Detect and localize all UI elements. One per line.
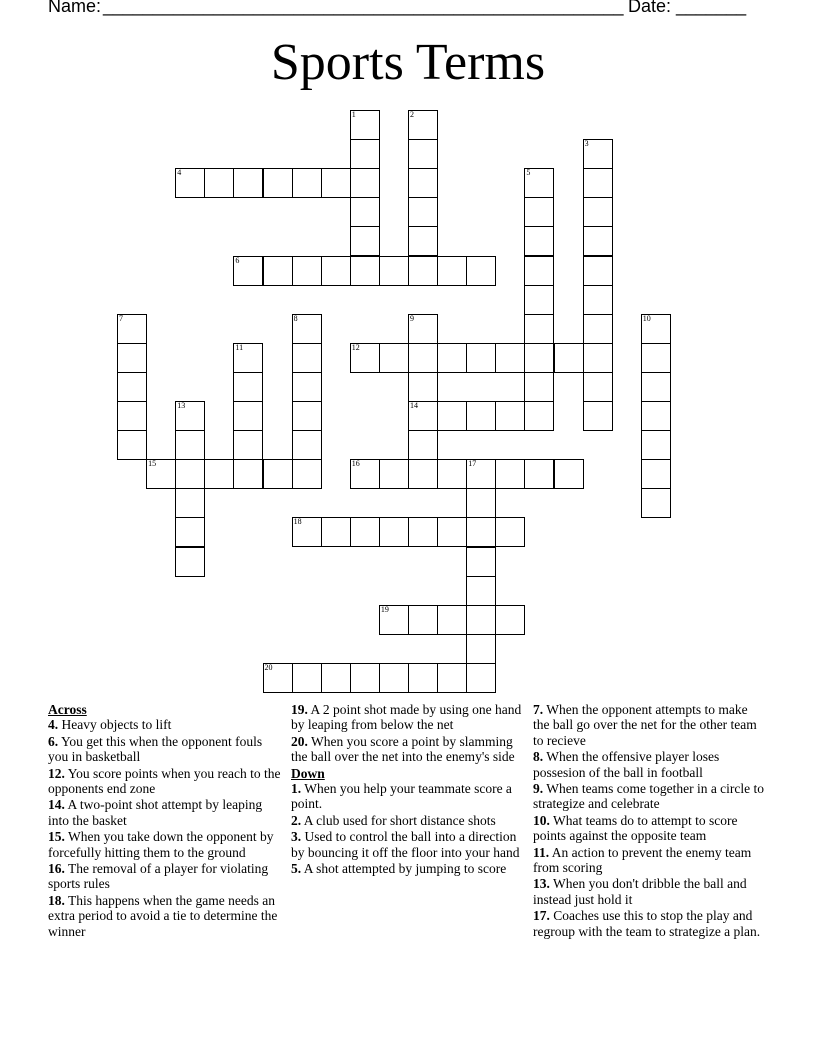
down-clue bbox=[533, 908, 767, 939]
clue-text: A 2 point shot made by using one hand by leaping from below the net bbox=[291, 702, 522, 733]
grid-cell[interactable] bbox=[117, 372, 147, 402]
grid-cell[interactable] bbox=[292, 256, 322, 286]
grid-cell[interactable] bbox=[408, 197, 438, 227]
across-clue-list bbox=[48, 717, 282, 939]
grid-cell[interactable] bbox=[292, 314, 322, 344]
grid-cell[interactable] bbox=[204, 168, 234, 198]
grid-cell[interactable] bbox=[437, 256, 467, 286]
grid-cell[interactable] bbox=[233, 372, 263, 402]
down-clue-list-continued bbox=[533, 702, 767, 939]
clue-text: An action to prevent the enemy team from scoring bbox=[533, 844, 752, 876]
grid-cell[interactable] bbox=[466, 343, 496, 373]
grid-cell[interactable] bbox=[321, 256, 351, 286]
clue-num: 5. bbox=[291, 861, 302, 877]
grid-cell[interactable] bbox=[117, 343, 147, 373]
date-label[interactable]: Date: _______ bbox=[628, 0, 747, 16]
clue-text: The removal of a player for violating sports rules bbox=[48, 861, 269, 892]
clue-num: 6. bbox=[48, 733, 59, 749]
grid-cell[interactable] bbox=[466, 663, 496, 693]
grid-cell[interactable] bbox=[408, 226, 438, 256]
grid-cell[interactable] bbox=[379, 517, 409, 547]
grid-cell[interactable] bbox=[175, 430, 205, 460]
grid-cell[interactable] bbox=[437, 605, 467, 635]
clue-num: 19. bbox=[291, 702, 308, 717]
grid-cell[interactable] bbox=[350, 459, 380, 489]
down-clue bbox=[533, 702, 767, 748]
grid-cell[interactable] bbox=[641, 459, 671, 489]
clue-num: 17. bbox=[533, 908, 550, 924]
grid-cell[interactable] bbox=[583, 372, 613, 402]
clue-number: 20 bbox=[264, 662, 273, 672]
clue-num: 15. bbox=[48, 829, 65, 845]
clue-number: 17 bbox=[468, 459, 477, 469]
clue-text: Heavy objects to lift bbox=[58, 717, 172, 733]
grid-cell[interactable] bbox=[350, 110, 380, 140]
clue-number: 9 bbox=[410, 313, 414, 323]
clue-number: 18 bbox=[293, 517, 302, 527]
grid-cell[interactable] bbox=[379, 605, 409, 635]
grid-cell[interactable] bbox=[641, 488, 671, 518]
clue-number: 19 bbox=[380, 604, 389, 614]
grid-cell[interactable] bbox=[466, 576, 496, 606]
grid-cell[interactable] bbox=[350, 256, 380, 286]
grid-cell[interactable] bbox=[292, 168, 322, 198]
grid-cell[interactable] bbox=[350, 343, 380, 373]
clue-number: 16 bbox=[351, 459, 360, 469]
grid-cell[interactable] bbox=[350, 517, 380, 547]
across-clue bbox=[48, 734, 282, 765]
grid-cell[interactable] bbox=[408, 401, 438, 431]
grid-cell[interactable] bbox=[495, 605, 525, 635]
grid-cell[interactable] bbox=[292, 430, 322, 460]
grid-cell[interactable] bbox=[292, 663, 322, 693]
clue-num: 13. bbox=[533, 876, 550, 892]
grid-cell[interactable] bbox=[204, 459, 234, 489]
grid-cell[interactable] bbox=[263, 663, 293, 693]
across-clue bbox=[48, 766, 282, 797]
down-clue bbox=[533, 749, 767, 780]
clues-column-2 bbox=[291, 702, 525, 877]
grid-cell[interactable] bbox=[321, 517, 351, 547]
across-clue bbox=[48, 893, 282, 939]
clue-num: 9. bbox=[533, 781, 544, 797]
grid-cell[interactable] bbox=[641, 314, 671, 344]
grid-cell[interactable] bbox=[292, 401, 322, 431]
grid-cell[interactable] bbox=[408, 110, 438, 140]
clue-number: 7 bbox=[119, 313, 123, 323]
clue-number: 10 bbox=[642, 313, 651, 323]
grid-cell[interactable] bbox=[408, 314, 438, 344]
grid-cell[interactable] bbox=[495, 401, 525, 431]
clue-num: 2. bbox=[291, 812, 302, 828]
clue-num: 4. bbox=[48, 717, 59, 733]
grid-cell[interactable] bbox=[583, 285, 613, 315]
grid-cell[interactable] bbox=[117, 314, 147, 344]
grid-cell[interactable] bbox=[524, 459, 554, 489]
grid-cell[interactable] bbox=[437, 343, 467, 373]
down-clue bbox=[291, 829, 525, 860]
grid-cell[interactable] bbox=[583, 314, 613, 344]
grid-cell[interactable] bbox=[437, 663, 467, 693]
down-heading: Down bbox=[291, 765, 325, 781]
clue-number: 6 bbox=[235, 255, 240, 265]
across-clue bbox=[291, 702, 525, 733]
down-clue-list bbox=[291, 781, 525, 876]
grid-cell[interactable] bbox=[408, 459, 438, 489]
across-clue bbox=[48, 829, 282, 860]
grid-cell[interactable] bbox=[524, 197, 554, 227]
grid-cell[interactable] bbox=[437, 517, 467, 547]
grid-cell[interactable] bbox=[321, 663, 351, 693]
clue-text: A two-point shot attempt by leaping into the basket bbox=[48, 797, 263, 828]
grid-cell[interactable] bbox=[641, 401, 671, 431]
grid-cell[interactable] bbox=[379, 459, 409, 489]
clues-column-3 bbox=[533, 702, 767, 940]
grid-cell[interactable] bbox=[437, 401, 467, 431]
grid-cell[interactable] bbox=[408, 372, 438, 402]
clue-text: Coaches use this to stop the play and regroup with the team to strategize a plan. bbox=[533, 908, 761, 939]
grid-cell[interactable] bbox=[146, 459, 176, 489]
clue-num: 12. bbox=[48, 765, 65, 781]
down-clue bbox=[291, 813, 525, 828]
across-clue bbox=[291, 734, 525, 765]
grid-cell[interactable] bbox=[292, 343, 322, 373]
grid-cell[interactable] bbox=[233, 430, 263, 460]
grid-cell[interactable] bbox=[466, 517, 496, 547]
clue-text: This happens when the game needs an extra period to avoid a tie to determine the winner bbox=[48, 892, 278, 939]
grid-cell[interactable] bbox=[466, 605, 496, 635]
grid-cell[interactable] bbox=[466, 634, 496, 664]
grid-cell[interactable] bbox=[321, 168, 351, 198]
grid-cell[interactable] bbox=[350, 139, 380, 169]
grid-cell[interactable] bbox=[233, 401, 263, 431]
grid-cell[interactable] bbox=[524, 343, 554, 373]
grid-cell[interactable] bbox=[524, 256, 554, 286]
grid-cell[interactable] bbox=[554, 459, 584, 489]
clue-text: When teams come together in a circle to strategize and celebrate bbox=[533, 781, 765, 812]
clue-number: 1 bbox=[351, 110, 356, 119]
clue-num: 18. bbox=[48, 892, 65, 908]
clue-num: 20. bbox=[291, 733, 308, 749]
grid-cell[interactable] bbox=[233, 459, 263, 489]
clue-num: 11. bbox=[533, 844, 550, 860]
down-clue bbox=[291, 861, 525, 876]
clue-number: 13 bbox=[177, 401, 186, 410]
clue-number: 3 bbox=[584, 139, 589, 149]
grid-cell[interactable] bbox=[408, 663, 438, 693]
clue-text: When you help your teammate score a point. bbox=[291, 781, 512, 812]
grid-cell[interactable] bbox=[175, 547, 205, 577]
grid-cell[interactable] bbox=[233, 168, 263, 198]
grid-cell[interactable] bbox=[175, 488, 205, 518]
clue-number: 8 bbox=[293, 313, 298, 323]
clue-number: 12 bbox=[351, 342, 360, 352]
clue-text: You score points when you reach to the opponents end zone bbox=[48, 765, 281, 797]
down-clue bbox=[533, 876, 767, 907]
clue-text: You get this when the opponent fouls you in basketball bbox=[48, 733, 263, 765]
grid-cell[interactable] bbox=[233, 256, 263, 286]
grid-cell[interactable] bbox=[263, 256, 293, 286]
clue-text: What teams do to attempt to score points against the opposite team bbox=[533, 812, 738, 844]
clue-text: When the offensive player loses possesion of the ball in football bbox=[533, 749, 720, 780]
grid-cell[interactable] bbox=[495, 459, 525, 489]
down-clue bbox=[533, 813, 767, 844]
grid-cell[interactable] bbox=[175, 517, 205, 547]
clue-num: 14. bbox=[48, 797, 65, 813]
grid-cell[interactable] bbox=[263, 459, 293, 489]
grid-cell[interactable] bbox=[379, 256, 409, 286]
grid-cell[interactable] bbox=[583, 401, 613, 431]
grid-cell[interactable] bbox=[350, 168, 380, 198]
grid-cell[interactable] bbox=[524, 285, 554, 315]
grid-cell[interactable] bbox=[233, 343, 263, 373]
grid-cell[interactable] bbox=[466, 256, 496, 286]
across-clue-list-continued bbox=[291, 702, 525, 765]
grid-cell[interactable] bbox=[350, 226, 380, 256]
clue-text: When you don't dribble the ball and instead just hold it bbox=[533, 876, 747, 907]
clue-num: 7. bbox=[533, 702, 544, 717]
clue-number: 4 bbox=[177, 168, 182, 178]
grid-cell[interactable] bbox=[175, 459, 205, 489]
grid-cell[interactable] bbox=[583, 226, 613, 256]
grid-cell[interactable] bbox=[495, 343, 525, 373]
clue-num: 10. bbox=[533, 812, 550, 828]
grid-cell[interactable] bbox=[350, 197, 380, 227]
grid-cell[interactable] bbox=[641, 430, 671, 460]
grid-cell[interactable] bbox=[583, 139, 613, 169]
grid-cell[interactable] bbox=[466, 488, 496, 518]
grid-cell[interactable] bbox=[466, 547, 496, 577]
name-label: Name: bbox=[48, 0, 102, 16]
clue-num: 16. bbox=[48, 861, 65, 877]
grid-cell[interactable] bbox=[408, 343, 438, 373]
grid-cell[interactable] bbox=[175, 401, 205, 431]
grid-cell[interactable] bbox=[583, 168, 613, 198]
clue-text: When the opponent attempts to make the ball go over the net for the other team to recieve bbox=[533, 702, 757, 748]
grid-cell[interactable] bbox=[408, 517, 438, 547]
grid-cell[interactable] bbox=[292, 372, 322, 402]
clue-number: 2 bbox=[410, 110, 414, 119]
grid-cell[interactable] bbox=[524, 372, 554, 402]
clue-text: When you score a point by slamming the ball over the net into the enemy's side bbox=[291, 733, 515, 765]
grid-cell[interactable] bbox=[175, 168, 205, 198]
clue-number: 15 bbox=[148, 459, 157, 469]
grid-cell[interactable] bbox=[524, 401, 554, 431]
grid-cell[interactable] bbox=[350, 663, 380, 693]
clue-text: A shot attempted by jumping to score bbox=[301, 861, 507, 877]
clue-num: 3. bbox=[291, 829, 302, 845]
down-clue bbox=[533, 845, 767, 876]
grid-cell[interactable] bbox=[524, 314, 554, 344]
grid-cell[interactable] bbox=[117, 401, 147, 431]
grid-cell[interactable] bbox=[524, 226, 554, 256]
grid-cell[interactable] bbox=[437, 459, 467, 489]
across-clue bbox=[48, 861, 282, 892]
clue-text: Used to control the ball into a direction by bouncing it off the floor into your hand bbox=[291, 829, 520, 860]
grid-cell[interactable] bbox=[408, 139, 438, 169]
clue-number: 14 bbox=[410, 401, 418, 410]
grid-cell[interactable] bbox=[641, 372, 671, 402]
across-clue bbox=[48, 797, 282, 828]
clue-number: 11 bbox=[235, 342, 244, 352]
grid-cell[interactable] bbox=[466, 401, 496, 431]
down-clue bbox=[291, 781, 525, 812]
grid-cell[interactable] bbox=[583, 197, 613, 227]
name-line[interactable]: ____________________________________________________ bbox=[103, 0, 624, 16]
clue-text: A club used for short distance shots bbox=[301, 812, 496, 828]
grid-cell[interactable] bbox=[292, 459, 322, 489]
clue-number: 5 bbox=[526, 168, 531, 178]
grid-cell[interactable] bbox=[583, 256, 613, 286]
grid-cell[interactable] bbox=[408, 430, 438, 460]
grid-cell[interactable] bbox=[495, 517, 525, 547]
grid-cell[interactable] bbox=[379, 663, 409, 693]
clue-text: When you take down the opponent by forcefully hitting them to the ground bbox=[48, 829, 274, 860]
grid-cell[interactable] bbox=[408, 605, 438, 635]
grid-cell[interactable] bbox=[466, 459, 496, 489]
grid-cell[interactable] bbox=[524, 168, 554, 198]
grid-cell[interactable] bbox=[554, 343, 584, 373]
grid-cell[interactable] bbox=[641, 343, 671, 373]
clues-column-1 bbox=[48, 702, 282, 940]
grid-cell[interactable] bbox=[408, 256, 438, 286]
grid-cell[interactable] bbox=[292, 517, 322, 547]
across-heading: Across bbox=[48, 702, 87, 717]
page-title: Sports Terms bbox=[270, 34, 546, 91]
grid-cell[interactable] bbox=[408, 168, 438, 198]
down-clue bbox=[533, 781, 767, 812]
grid-cell[interactable] bbox=[379, 343, 409, 373]
grid-cell[interactable] bbox=[117, 430, 147, 460]
clue-num: 8. bbox=[533, 749, 544, 765]
grid-cell[interactable] bbox=[583, 343, 613, 373]
clue-num: 1. bbox=[291, 781, 302, 797]
grid-cell[interactable] bbox=[263, 168, 293, 198]
across-clue bbox=[48, 717, 282, 732]
